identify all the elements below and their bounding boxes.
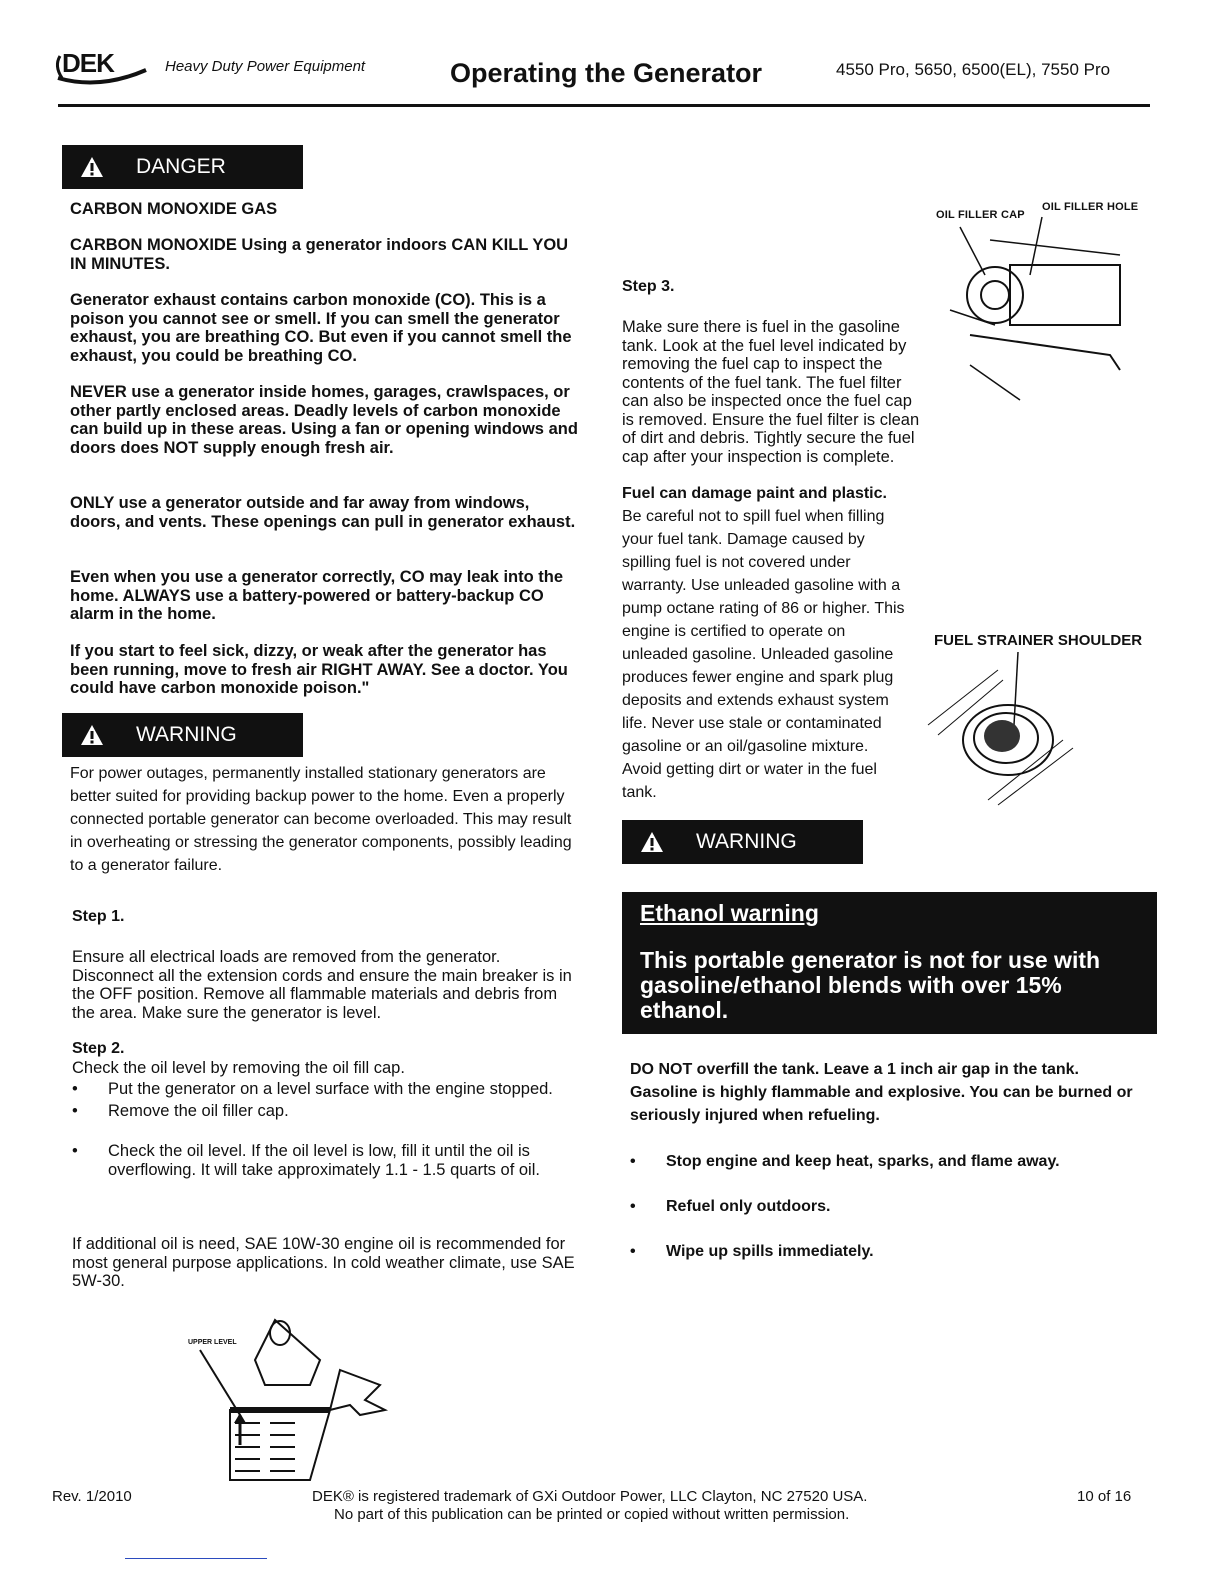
footer-link-underline xyxy=(125,1558,267,1559)
fuel-strainer-figure xyxy=(918,630,1148,810)
trademark-notice: DEK® is registered trademark of GXi Outdoor Power, LLC Clayton, NC 27520 USA. xyxy=(312,1488,868,1505)
danger-para-1: CARBON MONOXIDE Using a generator indoors CAN KILL YOU IN MINUTES. xyxy=(70,236,569,273)
upper-level-label: UPPER LEVEL xyxy=(188,1339,237,1346)
list-item: • Check the oil level. If the oil level is low, fill it until the oil is overflowing. It will take approximately 1.1 - 1.5 quarts of oil. xyxy=(72,1142,572,1179)
warning-banner-1 xyxy=(62,713,303,757)
danger-para-2: Generator exhaust contains carbon monoxide (CO). This is a poison you cannot see or smell. If you can smell the generator exhaust, you are breathing CO. But even if you cannot smell the exhaust, you could be breathing CO. xyxy=(70,291,572,365)
oil-filler-figure xyxy=(930,195,1155,410)
oil-filler-hole-label: OIL FILLER HOLE xyxy=(1042,201,1139,213)
oil-note: If additional oil is need, SAE 10W-30 engine oil is recommended for most general purpose applications. In cold weather climate, use SAE 5W-30. xyxy=(72,1235,575,1290)
warning-text-1: For power outages, permanently installed stationary generators are better suited for providing backup power to the home. Even a properly connected portable generator can become overloaded. This may result in overheating or stressing the generator components, possibly leading to a generator failure. xyxy=(70,765,572,874)
fuel-text: Be careful not to spill fuel when filling your fuel tank. Damage caused by spilling fuel is not covered under warranty. Use unleaded gasoline with a pump octane rating of 86 or higher. This engine is certified to operate on unleaded gasoline. Unleaded gasoline produces fewer engine and spark plug deposits and extends exhaust system life. Never use stale or contaminated gasoline or an oil/gasoline mixture. Avoid getting dirt or water in the fuel tank. xyxy=(622,508,905,801)
step3-title: Step 3. xyxy=(622,278,675,295)
overfill-caution: DO NOT overfill the tank. Leave a 1 inch air gap in the tank. Gasoline is highly flammable and explosive. You can be burned or seriously injured when refueling. xyxy=(630,1061,1133,1124)
fuel-lead: Fuel can damage paint and plastic. xyxy=(622,485,887,502)
step3-text-part: Make sure there is fuel in the gasoline tank. Look at the fuel level indicated by removing the fuel cap to inspect the contents of the fuel tank. The fuel filter can also be inspected once the fuel cap is removed. Ensure the fuel filter is clean of dirt and debris. Tightly secure the fuel cap after your inspection is complete. xyxy=(622,318,920,466)
list-item: • Wipe up spills immediately. xyxy=(630,1240,1140,1263)
warning-triangle-icon xyxy=(622,831,682,853)
list-item: • Refuel only outdoors. xyxy=(630,1195,1140,1218)
warning-banner-2 xyxy=(622,820,863,864)
danger-label: DANGER xyxy=(136,155,226,178)
danger-para-4: ONLY use a generator outside and far away from windows, doors, and vents. These openings can pull in generator exhaust. xyxy=(70,494,576,531)
step1-title: Step 1. xyxy=(72,908,125,925)
logo-text: DEK xyxy=(62,48,114,78)
ethanol-text: This portable generator is not for use with gasoline/ethanol blends with over 15% ethanol. xyxy=(640,947,1101,1023)
list-item: • Put the generator on a level surface with the engine stopped. xyxy=(72,1080,572,1099)
danger-para-6: If you start to feel sick, dizzy, or weak after the generator has been running, move to fresh air RIGHT AWAY. See a doctor. You could have carbon monoxide poison." xyxy=(70,642,568,697)
step2-intro: Check the oil level by removing the oil fill cap. xyxy=(72,1059,405,1077)
step1-text: Ensure all electrical loads are removed from the generator. Disconnect all the extension cords and ensure the main breaker is in the OFF position. Remove all flammable materials and debris from the area. Make sure the generator is level. xyxy=(72,948,572,1022)
fuel-strainer-label: FUEL STRAINER SHOULDER xyxy=(934,632,1143,649)
danger-para-5: Even when you use a generator correctly, CO may leak into the home. ALWAYS use a battery-powered or battery-backup CO alarm in the home. xyxy=(70,568,564,623)
danger-heading: CARBON MONOXIDE GAS xyxy=(70,200,278,218)
model-list: 4550 Pro, 5650, 6500(EL), 7550 Pro xyxy=(836,60,1111,79)
page-title: Operating the Generator xyxy=(450,58,763,88)
tagline: Heavy Duty Power Equipment xyxy=(165,58,366,75)
header-divider xyxy=(58,104,1150,107)
warning-label: WARNING xyxy=(696,830,797,853)
danger-banner xyxy=(62,145,303,189)
danger-para-3: NEVER use a generator inside homes, garages, crawlspaces, or other partly enclosed areas. Deadly levels of carbon monoxide can build up in these areas. Using a fan or opening windows and doors does NOT supply enough fresh air. xyxy=(70,383,578,457)
ethanol-title: Ethanol warning xyxy=(640,900,819,926)
warning-label: WARNING xyxy=(136,723,237,746)
ethanol-warning-box xyxy=(622,892,1157,1034)
oil-level-diagram xyxy=(180,1315,410,1490)
copyright-notice: No part of this publication can be printed or copied without written permission. xyxy=(334,1506,850,1523)
oil-filler-cap-label: OIL FILLER CAP xyxy=(936,209,1025,221)
dek-logo xyxy=(50,48,160,88)
step3-text xyxy=(622,318,927,466)
list-item: • Remove the oil filler cap. xyxy=(72,1102,572,1121)
warning-triangle-icon xyxy=(62,156,122,178)
fuel-paragraph xyxy=(622,482,907,804)
step2-title: Step 2. xyxy=(72,1040,125,1057)
revision: Rev. 1/2010 xyxy=(52,1488,132,1505)
page-number: 10 of 16 xyxy=(1077,1488,1132,1505)
refuel-bullet-list xyxy=(630,1150,1140,1263)
step2-bullet-list xyxy=(72,1080,572,1179)
warning-triangle-icon xyxy=(62,724,122,746)
list-item: • Stop engine and keep heat, sparks, and flame away. xyxy=(630,1150,1140,1173)
